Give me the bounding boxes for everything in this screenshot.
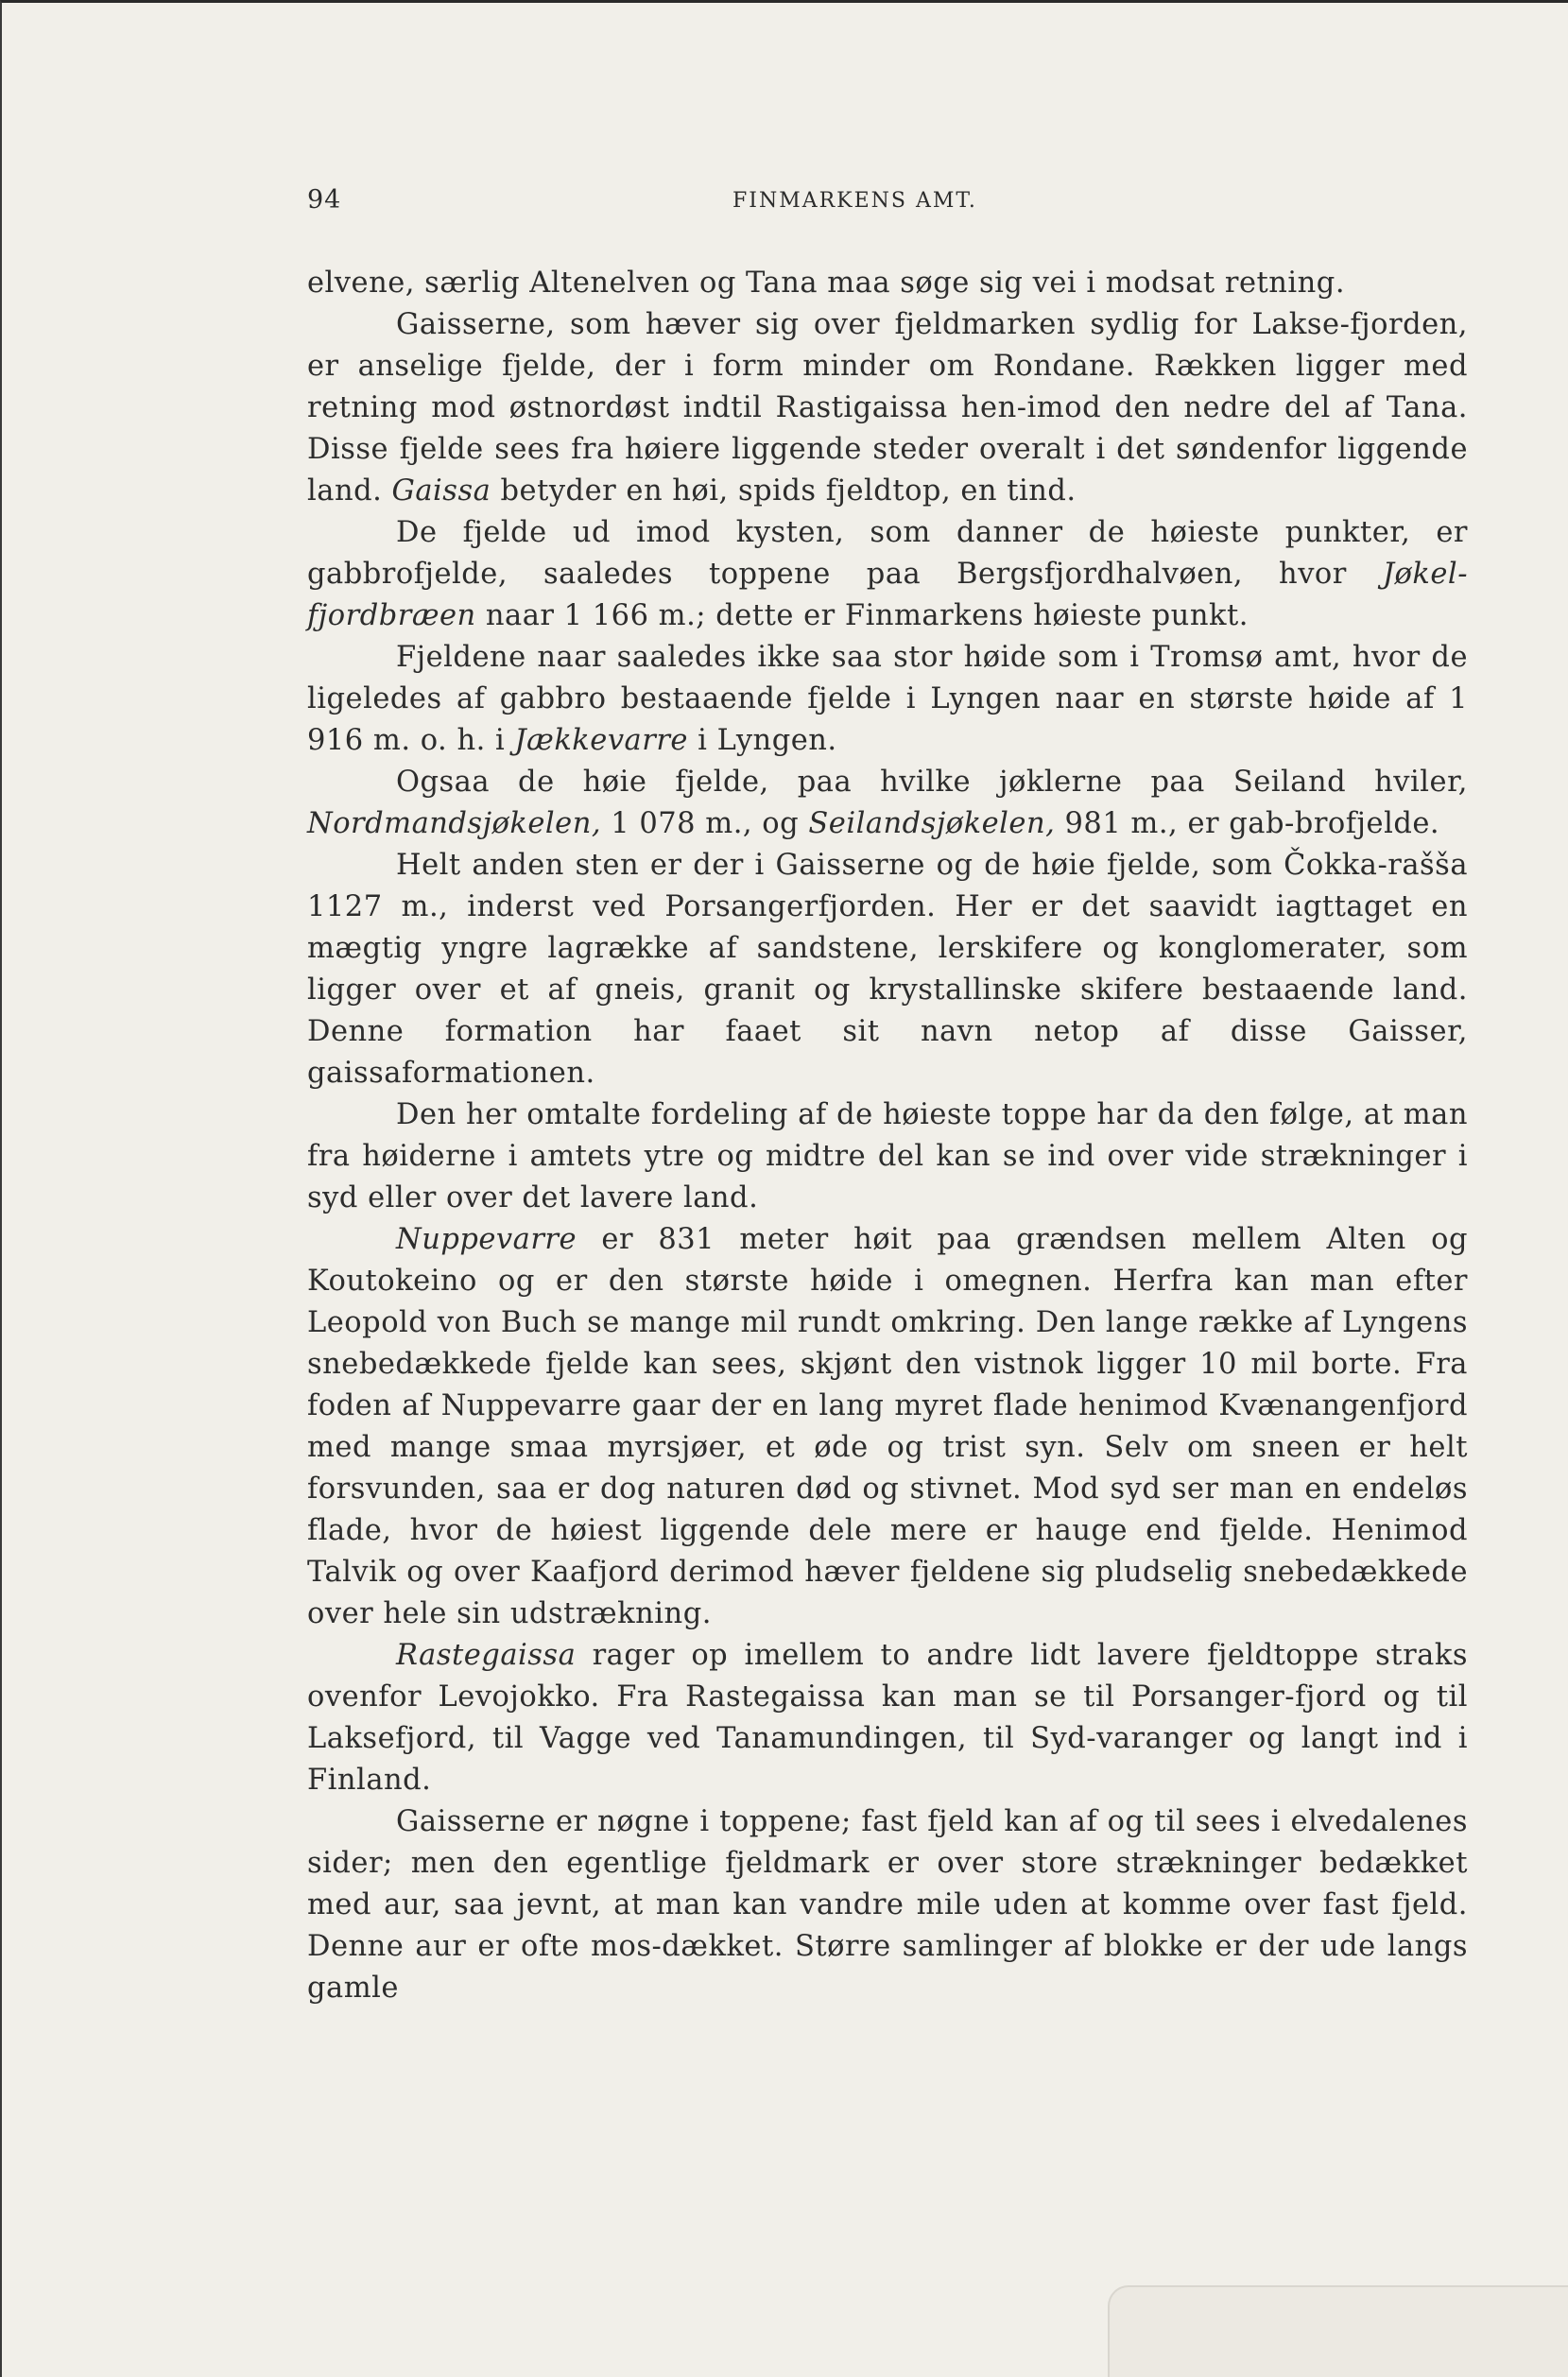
text-run: 981 m., er gab-brofjelde. (1055, 807, 1440, 840)
paragraph (307, 1635, 1468, 1801)
italic-term: Nuppevarre (396, 1223, 577, 1256)
text-run: i Lyngen. (687, 724, 837, 757)
text-run: Fjeldene naar saaledes ikke saa stor høide som i Tromsø amt, hvor de ligeledes af gabbro bestaaende fjelde i Lyngen naar en største høide af 1 916 m. o. h. i (307, 641, 1468, 757)
text-run: Helt anden sten er der i Gaisserne og de høie fjelde, som Čokka-rašša 1127 m., inderst ved Porsangerfjorden. Her er det saavidt iagttaget en mægtig yngre lagrække af sandstene, lerskifere og konglomerater, som ligger over et af gneis, granit og krystallinske skifere bestaaende land. Denne formation har faaet sit navn netop af disse Gaisser, gaissaformationen. (307, 849, 1468, 1090)
paragraph (307, 762, 1468, 845)
text-run: 1 078 m., og (601, 807, 809, 840)
body-text (307, 263, 1468, 2009)
text-run: Gaisserne, som hæver sig over fjeldmarken sydlig for Lakse-fjorden, er anselige fjelde, der i form minder om Rondane. Rækken ligger med retning mod østnordøst indtil Rastigaissa hen-imod den nedre del af Tana. Disse fjelde sees fra høiere liggende steder overalt i det søndenfor liggende land. (307, 308, 1468, 508)
paragraph (307, 304, 1468, 512)
italic-term: Jækkevarre (514, 724, 688, 757)
paragraph (307, 1219, 1468, 1635)
paragraph (307, 1801, 1468, 2009)
text-run: De fjelde ud imod kysten, som danner de høieste punkter, er gabbrofjelde, saaledes toppene paa Bergsfjordhalvøen, hvor (307, 516, 1468, 591)
text-run: naar 1 166 m.; dette er Finmarkens høieste punkt. (475, 599, 1249, 632)
italic-term: Rastegaissa (396, 1639, 577, 1672)
italic-term: Nordmandsjøkelen, (307, 807, 602, 840)
paragraph (307, 1094, 1468, 1219)
text-run: betyder en høi, spids fjeldtop, en tind. (491, 474, 1077, 508)
text-run: rager op imellem to andre lidt lavere fjeldtoppe straks ovenfor Levojokko. Fra Rastegaissa kan man se til Porsanger-fjord og til Laksefjord, til Vagge ved Tanamundingen, til Syd-varanger og langt ind i Finland. (307, 1639, 1468, 1797)
text-run: Den her omtalte fordeling af de høieste toppe har da den følge, at man fra høiderne i amtets ytre og midtre del kan se ind over vide strækninger i syd eller over det lavere land. (307, 1098, 1468, 1214)
paragraph (307, 637, 1468, 762)
paragraph (307, 845, 1468, 1094)
italic-term: Gaissa (391, 474, 491, 508)
text-run: elvene, særlig Altenelven og Tana maa søge sig vei i modsat retning. (307, 267, 1346, 300)
text-run: Ogsaa de høie fjelde, paa hvilke jøklerne paa Seiland hviler, (396, 766, 1468, 799)
running-head: FINMARKENS AMT. (732, 189, 977, 213)
page-corner-shadow (1108, 2285, 1568, 2377)
paragraph (307, 263, 1468, 304)
page-number: 94 (307, 185, 342, 215)
paragraph (307, 512, 1468, 637)
italic-term: Seilandsjøkelen, (808, 807, 1056, 840)
italic-term: Jøkel-fjordbræen (307, 558, 1468, 632)
page-header (307, 185, 1260, 223)
text-run: Gaisserne er nøgne i toppene; fast fjeld kan af og til sees i elvedalenes sider; men den egentlige fjeldmark er over store strækninger bedækket med aur, saa jevnt, at man kan vandre mile uden at komme over fast fjeld. Denne aur er ofte mos-dækket. Større samlinger af blokke er der ude langs gamle (307, 1805, 1468, 2005)
text-run: er 831 meter høit paa grændsen mellem Alten og Koutokeino og er den største høide i omegnen. Herfra kan man efter Leopold von Buch se mange mil rundt omkring. Den lange række af Lyngens snebedækkede fjelde kan sees, skjønt den vistnok ligger 10 mil borte. Fra foden af Nuppevarre gaar der en lang myret flade henimod Kvænangenfjord med mange smaa myrsjøer, et øde og trist syn. Selv om sneen er helt forsvunden, saa er dog naturen død og stivnet. Mod syd ser man en endeløs flade, hvor de høiest liggende dele mere er hauge end fjelde. Henimod Talvik og over Kaafjord derimod hæver fjeldene sig pludselig snebedækkede over hele sin udstrækning. (307, 1223, 1468, 1630)
